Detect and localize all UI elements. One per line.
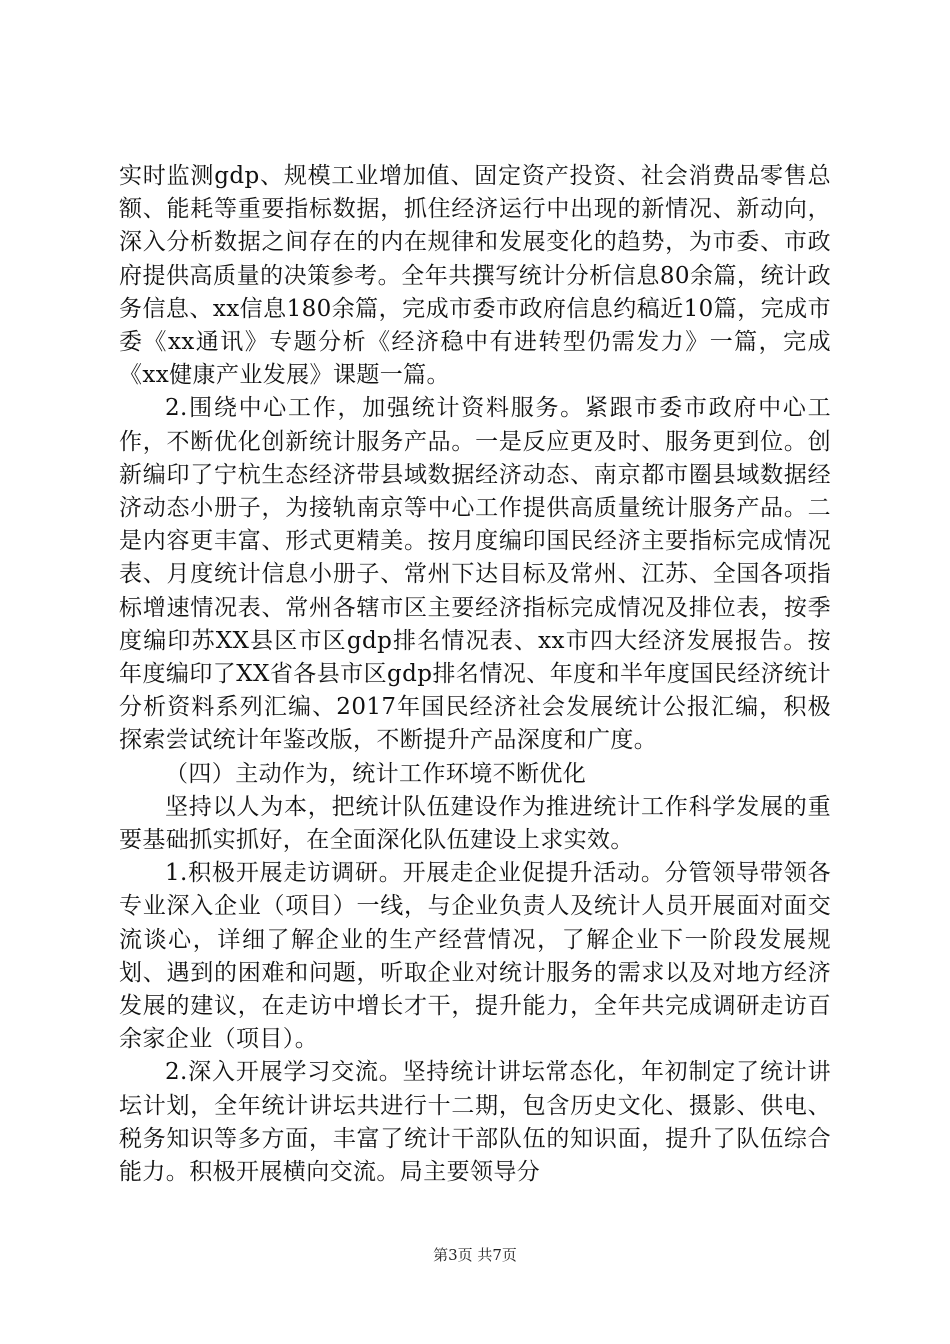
paragraph-learning-exchange: 2.深入开展学习交流。坚持统计讲坛常态化，年初制定了统计讲坛计划，全年统计讲坛共进行十二期，包含历史文化、摄影、供电、税务知识等多方面，丰富了统计干部队伍的知识面，提升了队伍综合能力。积极开展横向交流。局主要领导分 <box>119 1059 831 1186</box>
section-heading-four: （四）主动作为，统计工作环境不断优化 <box>165 760 587 787</box>
paragraph-team-building: 坚持以人为本，把统计队伍建设作为推进统计工作科学发展的重要基础抓实抓好，在全面深化队伍建设上求实效。 <box>119 793 831 854</box>
page-number-footer: 第3页 共7页 <box>433 1246 517 1264</box>
paragraph-monitoring: 实时监测gdp、规模工业增加值、固定资产投资、社会消费品零售总额、能耗等重要指标数据，抓住经济运行中出现的新情况、新动向，深入分析数据之间存在的内在规律和发展变化的趋势，为市委、市政府提供高质量的决策参考。全年共撰写统计分析信息80余篇，统计政务信息、xx信息180余篇，完成市委市政府信息约稿近10篇，完成市委《xx通讯》专题分析《经济稳中有进转型仍需发力》一篇，完成《xx健康产业发展》课题一篇。 <box>119 163 831 389</box>
document-body <box>119 160 831 1189</box>
paragraph-statistical-materials: 2.围绕中心工作，加强统计资料服务。紧跟市委市政府中心工作，不断优化创新统计服务产品。一是反应更及时、服务更到位。创新编印了宁杭生态经济带县域数据经济动态、南京都市圈县域数据经济动态小册子，为接轨南京等中心工作提供高质量统计服务产品。二是内容更丰富、形式更精美。按月度编印国民经济主要指标完成情况表、月度统计信息小册子、常州下达目标及常州、江苏、全国各项指标增速情况表、常州各辖市区主要经济指标完成情况及排位表，按季度编印苏XX县区市区gdp排名情况表、xx市四大经济发展报告。按年度编印了XX省各县市区gdp排名情况、年度和半年度国民经济统计分析资料系列汇编、2017年国民经济社会发展统计公报汇编，积极探索尝试统计年鉴改版，不断提升产品深度和广度。 <box>119 395 831 754</box>
paragraph-visits-research: 1.积极开展走访调研。开展走企业促提升活动。分管领导带领各专业深入企业（项目）一线，与企业负责人及统计人员开展面对面交流谈心，详细了解企业的生产经营情况，了解企业下一阶段发展规划、遇到的困难和问题，听取企业对统计服务的需求以及对地方经济发展的建议，在走访中增长才干，提升能力，全年共完成调研走访百余家企业（项目）。 <box>119 860 831 1053</box>
